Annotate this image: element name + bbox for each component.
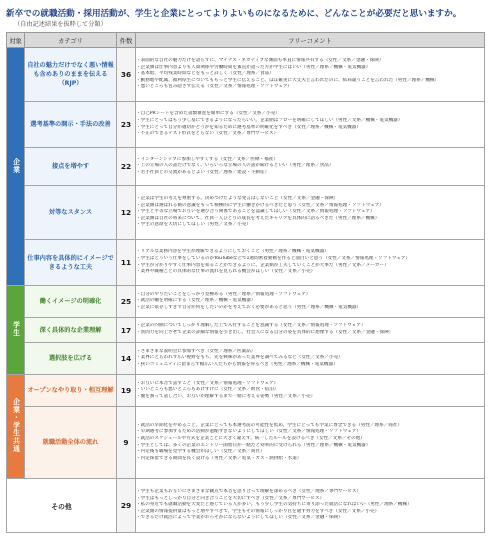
comment-cell xyxy=(136,148,485,186)
comment-line: ・勤務地や配属、福利厚生についてももっと学生に伝えること。ほぼ確実に大丈夫と言われたのに、結局違うことを言われた（男性／理系／機械） xyxy=(136,77,440,83)
table-header-row xyxy=(7,33,485,48)
count-cell: 9 xyxy=(117,407,136,479)
comment-line: ・就活のスケジュールや方式を企業ごとに大きく違えず、統一したルールを設けるべき（女性／文系／その他） xyxy=(136,435,365,441)
comment-line: ・お互いに本音で話すこと（女性／文系／情報処理・ソフトウェア） xyxy=(136,380,279,386)
count-cell: 29 xyxy=(117,479,136,533)
table-row xyxy=(7,148,485,186)
category-cell: 仕事内容を具体的にイメージできるような工夫 xyxy=(25,240,117,286)
group-label-student: 学生 xyxy=(7,286,25,375)
table-row xyxy=(7,343,485,375)
group-label-both: 企業・学生共通 xyxy=(7,375,25,479)
header-target: 対象 xyxy=(7,33,25,48)
comment-line: ・さまざまな説明会に参加すべき（女性／理系／医薬品） xyxy=(136,348,256,354)
category-cell: 対等なスタンス xyxy=(25,186,117,240)
comment-cell xyxy=(136,286,485,318)
comment-cell xyxy=(136,102,485,148)
comment-cell xyxy=(136,186,485,240)
comment-line: ・早期選考に参加するための活動が過酷すぎないようにしてほしい（女性／文系／情報処理・ソフトウェア） xyxy=(136,429,361,435)
count-cell: 23 xyxy=(117,102,136,148)
comment-line: ・企業側の情報提供量はもっと増やすべきで、学生もその情報にしっかり目を通す努力をすべき（女性／文系／小売） xyxy=(136,508,380,514)
comment-cell xyxy=(136,375,485,407)
comment-line: ・学生としては、多くの企業のエントリー開始日が一緒だと効率的に受けられる（男性／理系／機械・電気機器） xyxy=(136,442,371,448)
category-cell: 選考基準の開示・手法の改善 xyxy=(25,102,117,148)
count-cell: 19 xyxy=(117,375,136,407)
comment-line: ・質問力を向上させて企業の詳細な情報を引き出し、社会人になる自分の姿を具体的に想像する（女性／文系／金融・保険） xyxy=(136,330,394,335)
comment-line: ・企業側は仕事内容よりも人間関係や労働時間を素直が語った方が学生にはいい（男性／理系／機械・電気機器） xyxy=(136,64,371,70)
table-row xyxy=(7,186,485,240)
category-cell: 選択肢を広げる xyxy=(25,343,117,375)
comment-line: ・内定後も職場を見学する機会がほしい（女性／文系／商社） xyxy=(136,449,265,455)
comment-line: ・不正のできるテスト形式をとらない（女性／文系／専門サービス） xyxy=(136,131,279,137)
table-row xyxy=(7,407,485,479)
count-cell: 17 xyxy=(117,318,136,343)
comment-line: ・リアルな業務内容を学生が理解できるようにしておくこと（男性／理系／機械・電気機器） xyxy=(136,249,329,255)
category-cell: 深く具体的な企業理解 xyxy=(25,318,117,343)
group-label-company: 企業 xyxy=(7,48,25,286)
table-row xyxy=(7,102,485,148)
comment-line: ・できるだけ就活によって学業がおろそかにならないようにしてほしい（女性／文系／金融・保険） xyxy=(136,515,343,521)
header-category: カテゴリ xyxy=(25,33,117,48)
comment-line: ・私の身近でも就職活動を大変だと感じている人が多い。もう少し学生の気持ちに寄り添った就活になればいい（男性／理系／機械） xyxy=(136,502,412,508)
comment-line: ・上の立場の人の話だけでなく、いろいろな立場の人の話が聞けるといい（男性／理系／食品） xyxy=(136,163,334,169)
comment-line: ・学生が分かりやすく仕事内容を知ることができるように、企業側が工夫していくことが大事だ（男性／文系／メーカー） xyxy=(136,262,389,268)
count-cell: 12 xyxy=(117,186,136,240)
page-title: 新卒での就職活動・採用活動が、学生と企業にとってよりよいものになるために、どんなことが必要だと思いますか。 xyxy=(6,9,462,19)
table-row xyxy=(7,240,485,286)
comment-line: ・自分のやりたいことをしっかり見極める（男性／理系／情報処理・ソフトウェア） xyxy=(136,291,311,297)
comment-line: ・企業側は自社の将来について、社員一人ひとりの成長を考えたキャリアを具体的に語るべきだ（男性／理系／機械） xyxy=(136,215,380,221)
comment-cell xyxy=(136,240,485,286)
comment-cell xyxy=(136,343,485,375)
comment-cell xyxy=(136,318,485,343)
group-label-other: その他 xyxy=(7,479,117,533)
header-freeword: フリーコメント xyxy=(136,33,485,48)
survey-table xyxy=(6,32,485,533)
table-row xyxy=(7,479,485,533)
category-cell: 接点を増やす xyxy=(25,148,117,186)
table-note: （自由記述結果を抜粋して分類） xyxy=(14,21,107,28)
comment-line: ・学生はもっとしっかり自分と向き合うことを大切にすべき（女性／文系／専門サービス） xyxy=(136,495,325,501)
comment-cell xyxy=(136,48,485,102)
comment-line: ・業界にとらわれず広い視野をもち、先を興味があった業界を調べてみるなど（女性／文系／小売） xyxy=(136,355,343,361)
comment-line: ・学生にとってはもう少し基にできるようになったらいい。企業側はフローを明確にしてほしい（男性／文系／機械・電気機器） xyxy=(136,117,403,123)
comment-line: ・企業は学生の考えを尊重する。決めつけたような発言はしないこと（女性／文系／金融・保険） xyxy=(136,196,339,202)
comment-line: ・企業側は選ばれる側の意識をもって積極的に学生に働きかけるべきだと思う（女性／文系／情報処理・ソフトウェア） xyxy=(136,202,384,208)
category-cell: 就職活動全体の流れ xyxy=(25,407,117,479)
comment-line: ・企業に依存しすぎず自分が何をしたいのかを考えておく必要があると思う（男性／理系／機械・電気機器） xyxy=(136,304,362,310)
comment-line: ・学生にとって自分が適切かどうかを知るために選考基準の明確化をすべき（女性／理系／機械・電気機器） xyxy=(136,124,361,130)
table-row xyxy=(7,286,485,318)
comment-line: ・基本給、平均残業時間などをもっと詳しく（女性／理系／食品） xyxy=(136,71,274,77)
table-row xyxy=(7,318,485,343)
comment-line: ・就活の軸を明確にする（女性／理系／機械・電気機器） xyxy=(136,298,256,304)
comment-line: ・企業の内側についてしっかり理解した上で入社することを意識する（女性／文系／情報処理・ソフトウェア） xyxy=(136,323,366,329)
table-row xyxy=(7,48,485,102)
category-cell: 働くイメージの明確化 xyxy=(25,286,117,318)
comment-cell xyxy=(136,407,485,479)
comment-line: ・自己PRシートを含めた書類審査を簡単にする（女性／文系／小売） xyxy=(136,111,280,117)
category-cell: 自社の魅力だけでなく悪い情報も含めありのままを伝える（RJP） xyxy=(25,48,117,102)
comment-line: ・表面的な自社の魅力だけを語らずに、マイナス・ネガティブな側面も率直に情報共有する（女性／文系／金融・保険） xyxy=(136,58,384,64)
count-cell: 11 xyxy=(117,240,136,286)
comment-line: ・学生はどういう仕事をしているのかYouTubeなどで1週間密着動画を作ると面白いと思う（女性／文系／情報処理・ソフトウェア） xyxy=(136,255,411,261)
count-cell: 22 xyxy=(117,148,136,186)
comment-line: ・学生も企業もお互いにさまざまな観点で本音を語り合って理解を深めるべき（女性／理系／専門サービス） xyxy=(136,489,362,495)
comment-line: ・学生の意欲を大切にしてほしい（男性／文系／小売） xyxy=(136,222,251,228)
comment-line: ・業界や職種ごとの具体的な仕事の流れを見られる機会がほしい（女性／文系／小売） xyxy=(136,269,316,275)
comment-line: ・内定保留できる期間を長く設ける（男性／文系／電気・ガス・熱供給・水道） xyxy=(136,455,302,461)
table-row xyxy=(7,375,485,407)
comment-line: ・インターンシップに参加しやすくする（女性／文系／医療・福祉） xyxy=(136,156,278,162)
count-cell: 36 xyxy=(117,48,136,102)
comment-line: ・いいところも悪いところもあけすけに（女性／文系／飲食・宿泊） xyxy=(136,387,279,393)
comment-line: ・腹を割って話し合い、お互いが理解するまで一緒に考える姿勢（男性／文系／小売） xyxy=(136,393,316,399)
comment-line: ・就活の早期化をやめること。企業にとっても本選考前の可能性を低め、学生にとっても学業に専念できる（男性／理系／商社） xyxy=(136,422,403,428)
comment-cell xyxy=(136,479,485,533)
comment-line: ・狭いコミュニティに留まらず幅広い人たちから情報を得るべき（男性／理系／機械・電気機器） xyxy=(136,361,338,367)
count-cell: 14 xyxy=(117,343,136,375)
header-count: 件数 xyxy=(117,33,136,48)
comment-line: ・学生と平等な立場でお互いを選び合う関係であることを認識してほしい（女性／文系／情報処理・ソフトウェア） xyxy=(136,209,375,215)
comment-line: ・若手社員との交流があるとよい（女性／理系／建設・不動産） xyxy=(136,169,270,175)
category-cell: オープンなやり取り・相互理解 xyxy=(25,375,117,407)
count-cell: 25 xyxy=(117,286,136,318)
comment-line: ・悪いところも包み隠さず伝える（女性／文系／情報処理・ソフトウェア） xyxy=(136,84,293,90)
